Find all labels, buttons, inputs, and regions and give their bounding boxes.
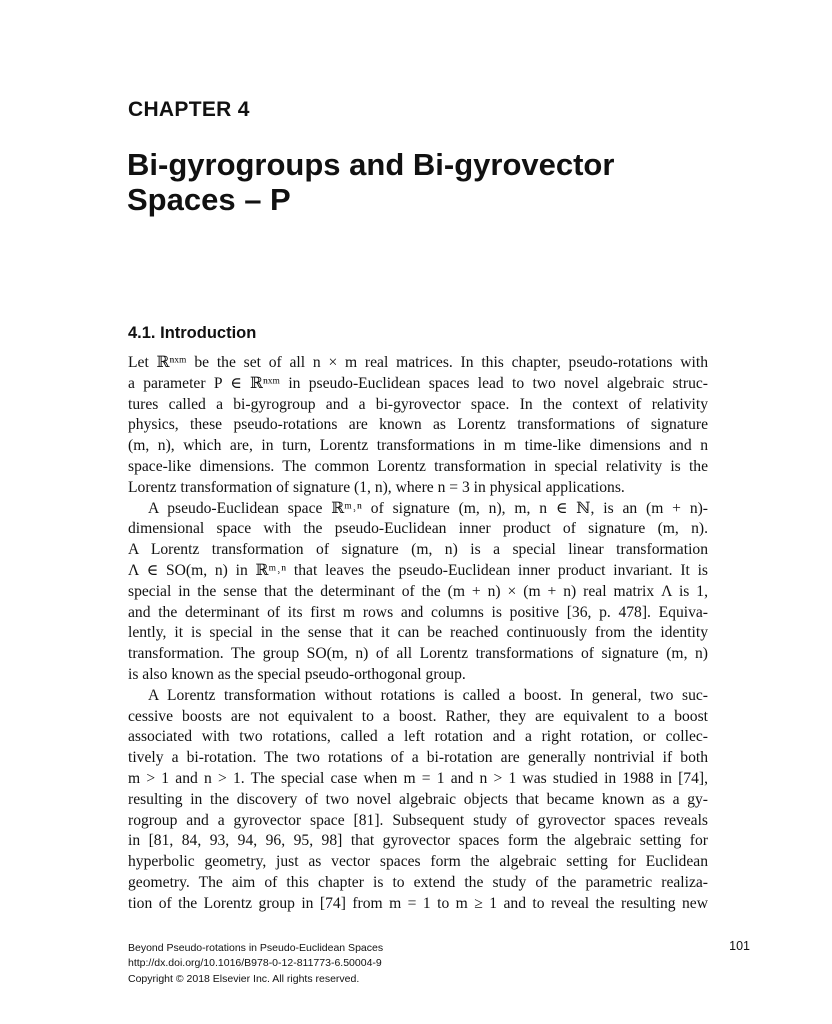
body-line: m > 1 and n > 1. The special case when m = 1 and n > 1 was studied in 1988 in [74], xyxy=(128,769,708,787)
body-line: tures called a bi-gyrogroup and a bi-gyrovector space. In the context of relativity xyxy=(128,395,708,413)
section-heading: 4.1. Introduction xyxy=(128,324,257,342)
body-line: a parameter P ∈ ℝⁿˣᵐ in pseudo-Euclidean spaces lead to two novel algebraic struc- xyxy=(128,374,708,392)
chapter-title xyxy=(127,147,767,217)
chapter-label: CHAPTER 4 xyxy=(128,98,250,121)
chapter-title-line-2: Spaces – P xyxy=(127,182,291,217)
body-line: physics, these pseudo-rotations are known as Lorentz transformations of signature xyxy=(128,416,708,434)
body-line: transformation. The group SO(m, n) of all Lorentz transformations of signature (m, n) xyxy=(128,645,708,663)
body-line: rogroup and a gyrovector space [81]. Subsequent study of gyrovector spaces reveals xyxy=(128,811,708,829)
body-line: and the determinant of its first m rows and columns is positive [36, p. 478]. Equiva- xyxy=(128,603,708,621)
body-line: Lorentz transformation of signature (1, n), where n = 3 in physical applications. xyxy=(128,478,625,496)
page-number: 101 xyxy=(729,939,750,953)
body-line: is also known as the special pseudo-orthogonal group. xyxy=(128,665,466,683)
footer-doi-link[interactable]: http://dx.doi.org/10.1016/B978-0-12-811773-6.50004-9 xyxy=(128,957,382,970)
body-line: lently, it is special in the sense that it can be reached continuously from the identity xyxy=(128,624,708,642)
body-line: A Lorentz transformation without rotations is called a boost. In general, two suc- xyxy=(148,686,708,704)
body-line: space-like dimensions. The common Lorentz transformation in special relativity is the xyxy=(128,457,708,475)
body-line: resulting in the discovery of two novel algebraic objects that became known as a gy- xyxy=(128,790,708,808)
body-line: Let ℝⁿˣᵐ be the set of all n × m real matrices. In this chapter, pseudo-rotations with xyxy=(128,354,708,371)
body-line: (m, n), which are, in turn, Lorentz transformations in m time-like dimensions and n xyxy=(128,437,708,455)
footer-copyright: Copyright © 2018 Elsevier Inc. All rights reserved. xyxy=(128,972,360,985)
body-line: associated with two rotations, called a left rotation and a right rotation, or collec- xyxy=(128,728,708,746)
body-line: in [81, 84, 93, 94, 96, 95, 98] that gyrovector spaces form the algebraic setting for xyxy=(128,832,708,850)
body-line: geometry. The aim of this chapter is to extend the study of the parametric realiza- xyxy=(128,873,708,891)
footer xyxy=(128,941,750,987)
body-line: tively a bi-rotation. The two rotations of a bi-rotation are generally nontrivial if both xyxy=(128,749,708,767)
body-line: tion of the Lorentz group in [74] from m = 1 to m ≥ 1 and to reveal the resulting new xyxy=(128,894,708,912)
body-text xyxy=(128,353,708,915)
body-line: dimensional space with the pseudo-Euclidean inner product of signature (m, n). xyxy=(128,520,708,538)
body-line: cessive boosts are not equivalent to a boost. Rather, they are equivalent to a boost xyxy=(128,707,708,725)
body-line: special in the sense that the determinant of the (m + n) × (m + n) real matrix Λ is 1, xyxy=(128,582,708,600)
body-line: Λ ∈ SO(m, n) in ℝᵐ˒ⁿ that leaves the pseudo-Euclidean inner product invariant. It is xyxy=(128,561,708,579)
chapter-title-line-1: Bi-gyrogroups and Bi-gyrovector xyxy=(127,147,615,182)
body-line: A pseudo-Euclidean space ℝᵐ˒ⁿ of signature (m, n), m, n ∈ ℕ, is an (m + n)- xyxy=(148,499,708,517)
body-line: hyperbolic geometry, just as vector spaces form the algebraic setting for Euclidean xyxy=(128,853,708,871)
body-line: A Lorentz transformation of signature (m, n) is a special linear transformation xyxy=(128,541,708,559)
footer-book-title: Beyond Pseudo-rotations in Pseudo-Euclidean Spaces xyxy=(128,942,384,954)
